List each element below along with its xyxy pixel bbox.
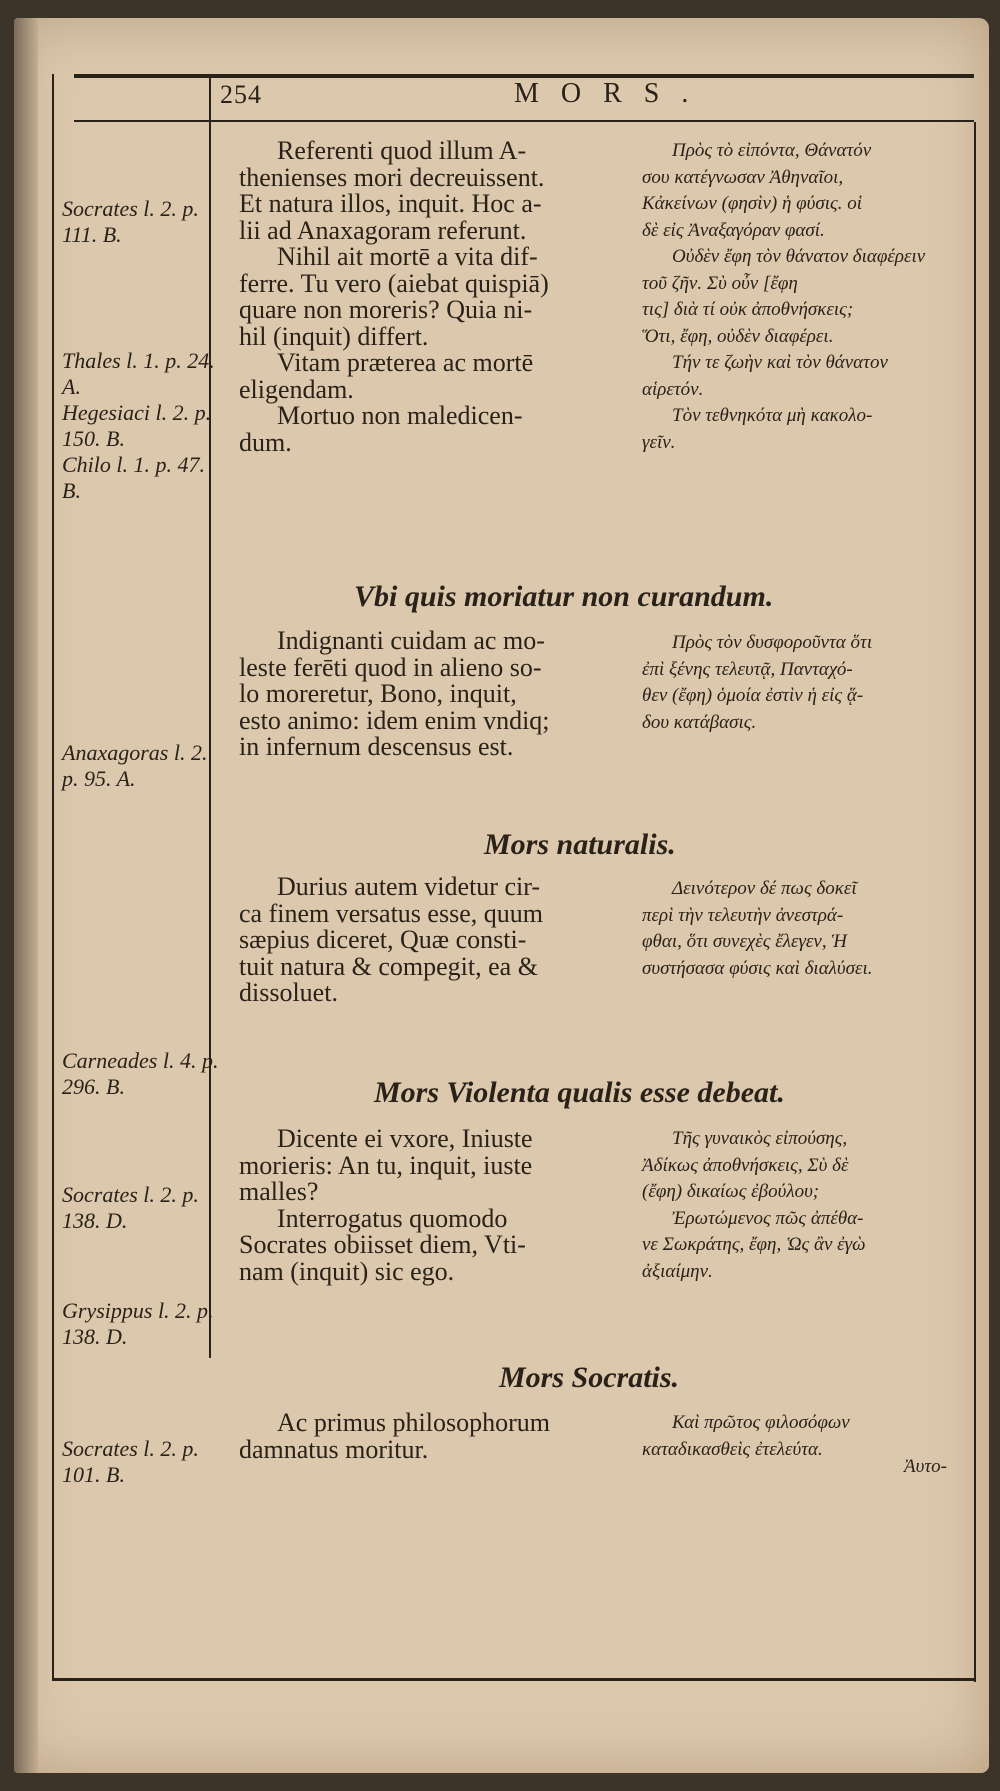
section-heading: Mors naturalis. xyxy=(484,828,676,861)
text-line: Ἀδίκως ἀποθνήσκεις, Σὺ δὲ xyxy=(642,1154,849,1176)
text-line: Interrogatus quomodo xyxy=(277,1203,508,1233)
text-line: Κἀκείνων (φησὶν) ἡ φύσις. οἱ xyxy=(642,193,863,214)
text-line: quare non moreris? Quia ni- xyxy=(239,295,533,324)
text-line: θεν (ἔφη) ὁμοία ἐστὶν ἡ εἰς ᾅ- xyxy=(642,685,864,706)
text-line: Mortuo non maledicen- xyxy=(277,401,523,430)
text-line: νε Σωκράτης, ἔφη, Ὡς ἂν ἐγὼ xyxy=(642,1234,866,1255)
text-line: lii ad Anaxagoram referunt. xyxy=(239,215,527,245)
margin-note: Carneades l. 4. p. 296. B. xyxy=(62,1048,219,1099)
text-line: Οὐδὲν ἔφη τὸν θάνατον διαφέρειν xyxy=(672,246,926,267)
margin-note: Grysippus l. 2. p. 138. D. xyxy=(62,1298,214,1349)
text-line: ἐπὶ ξένης τελευτᾷ, Πανταχό- xyxy=(642,658,853,680)
text-line: nam (inquit) sic ego. xyxy=(239,1256,455,1286)
greek-text xyxy=(642,1126,982,1285)
text-line: Ἐρωτώμενος πῶς ἀπέθα- xyxy=(672,1207,864,1229)
text-line: καταδικασθεὶς ἐτελεύτα. xyxy=(642,1438,823,1460)
text-line: φθαι, ὅτι συνεχὲς ἔλεγεν, Ἡ xyxy=(642,931,847,952)
text-line: esto animo: idem enim vndiq; xyxy=(239,705,550,735)
margin-note: Chilo l. 1. p. 47. B. xyxy=(62,452,206,503)
section-heading: Mors Violenta qualis esse debeat. xyxy=(374,1076,785,1109)
text-line: hil (inquit) differt. xyxy=(239,321,429,351)
margin-note: Socrates l. 2. p. 101. B. xyxy=(62,1436,199,1487)
section-heading: Vbi quis moriatur non curandum. xyxy=(354,580,774,613)
text-line: Durius autem videtur cir- xyxy=(277,872,541,901)
text-line: Τήν τε ζωὴν καὶ τὸν θάνατον xyxy=(672,352,888,373)
margin-note: Hegesiaci l. 2. p. 150. B. xyxy=(62,400,212,451)
text-line: leste ferēti quod in alieno so- xyxy=(239,652,542,682)
text-line: tuit natura & compegit, ea & xyxy=(239,951,538,981)
text-line: (ἔφη) δικαίως ἐβούλου; xyxy=(642,1181,820,1202)
text-line: Dicente ei vxore, Iniuste xyxy=(277,1124,533,1153)
text-line: τις] διὰ τί οὐκ ἀποθνήσκεις; xyxy=(642,299,854,320)
greek-text-intro xyxy=(642,138,982,456)
left-rule xyxy=(52,74,54,1680)
catchword: Ἀυτο- xyxy=(904,1456,947,1477)
text-line: malles? xyxy=(239,1177,319,1206)
text-line: thenienses mori decreuissent. xyxy=(239,162,545,192)
margin-rule xyxy=(209,78,211,1358)
latin-text-intro xyxy=(239,138,624,456)
text-line: Δεινότερον δέ πως δοκεῖ xyxy=(672,878,857,899)
text-line: damnatus moritur. xyxy=(239,1434,429,1464)
text-line: Vitam præterea ac mortē xyxy=(277,348,534,377)
book-gutter xyxy=(14,18,38,1773)
text-line: δὲ εἰς Ἀναξαγόραν φασί. xyxy=(642,219,825,241)
running-title: MORS. xyxy=(514,78,711,109)
text-line: Ὅτι, ἔφη, οὐδὲν διαφέρει. xyxy=(642,325,834,347)
margin-note: Socrates l. 2. p. 111. B. xyxy=(62,196,199,247)
text-line: ca finem versatus esse, quum xyxy=(239,898,543,928)
text-line: Indignanti cuidam ac mo- xyxy=(277,626,545,655)
book-page xyxy=(14,18,989,1773)
text-line: Πρὸς τὸ εἰπόντα, Θάνατόν xyxy=(672,140,872,161)
text-line: Πρὸς τὸν δυσφοροῦντα ὅτι xyxy=(672,632,873,653)
text-line: Nihil ait mortē a vita dif- xyxy=(277,242,538,271)
text-line: Socrates obiisset diem, Vti- xyxy=(239,1230,526,1259)
text-line: περὶ τὴν τελευτὴν ἀνεστρά- xyxy=(642,904,844,926)
margin-note: Socrates l. 2. p. 138. D. xyxy=(62,1182,199,1233)
text-line: Τὸν τεθνηκότα μὴ κακολο- xyxy=(672,405,873,426)
text-line: dum. xyxy=(239,427,292,457)
greek-text xyxy=(642,876,982,982)
margin-note: Thales l. 1. p. 24. A. xyxy=(62,348,215,399)
text-line: eligendam. xyxy=(239,374,354,404)
bottom-rule xyxy=(52,1678,976,1681)
latin-text xyxy=(239,874,624,1007)
greek-text xyxy=(642,630,982,736)
text-line: γεῖν. xyxy=(642,431,676,453)
text-line: in infernum descensus est. xyxy=(239,732,514,761)
text-line: δου κατάβασις. xyxy=(642,711,757,733)
text-line: ἀξιαίμην. xyxy=(642,1260,713,1282)
text-line: τοῦ ζῆν. Σὺ οὖν [ἔφη xyxy=(642,272,798,294)
text-line: Et natura illos, inquit. Hoc a- xyxy=(239,189,542,218)
text-line: συστήσασα φύσις καὶ διαλύσει. xyxy=(642,957,873,979)
text-line: Τῆς γυναικὸς εἰπούσης, xyxy=(672,1128,848,1149)
latin-text xyxy=(239,1410,624,1463)
text-line: lo moreretur, Bono, inquit, xyxy=(239,679,517,708)
margin-note: Anaxagoras l. 2. p. 95. A. xyxy=(62,740,208,791)
latin-text xyxy=(239,1126,624,1285)
text-line: Καὶ πρῶτος φιλοσόφων xyxy=(672,1412,850,1433)
text-line: Ac primus philosophorum xyxy=(277,1408,550,1437)
text-line: morieris: An tu, inquit, iuste xyxy=(239,1150,533,1180)
latin-text xyxy=(239,628,624,761)
text-line: σου κατέγνωσαν Ἀθηναῖοι, xyxy=(642,166,844,188)
page-number: 254 xyxy=(220,80,262,109)
text-line: dissoluet. xyxy=(239,978,338,1007)
section-heading: Mors Socratis. xyxy=(499,1361,680,1394)
text-line: Referenti quod illum A- xyxy=(277,136,527,165)
text-line: sæpius diceret, Quæ consti- xyxy=(239,925,527,954)
text-line: ferre. Tu vero (aiebat quispiā) xyxy=(239,268,549,298)
text-line: αἱρετόν. xyxy=(642,378,704,400)
